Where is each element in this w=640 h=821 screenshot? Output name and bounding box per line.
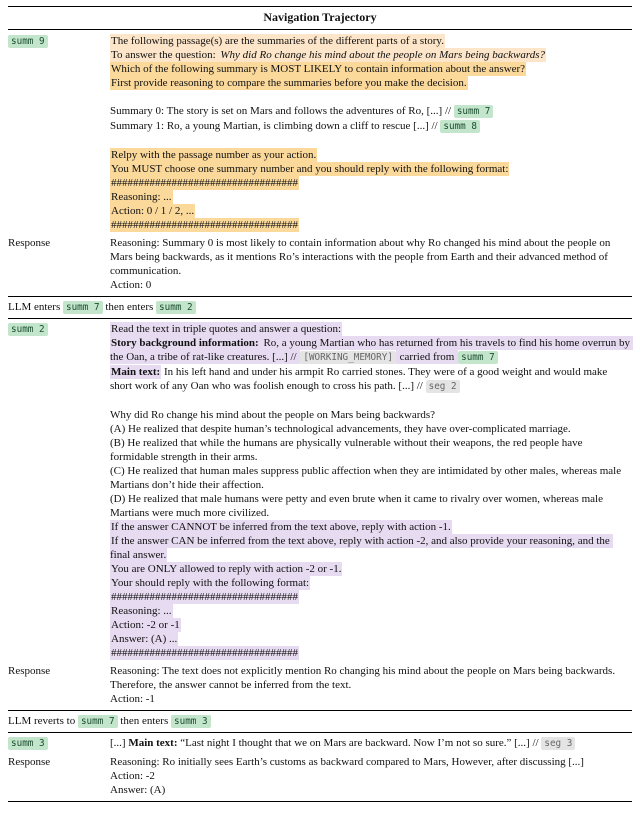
text-line xyxy=(110,76,632,90)
text-line xyxy=(110,562,632,576)
summ-tag: summ 3 xyxy=(8,737,48,750)
figure-title: Navigation Trajectory xyxy=(263,10,377,24)
text-run: Summary 0: The story is set on Mars and follows the adventures of Ro, [...] // xyxy=(110,105,454,117)
seg-tag: seg 3 xyxy=(541,737,575,750)
seg-tag: seg 2 xyxy=(426,380,460,393)
text-line xyxy=(110,692,632,706)
text-run: LLM enters xyxy=(8,301,63,313)
row-content xyxy=(110,755,632,797)
text-line xyxy=(110,769,632,783)
text-line xyxy=(110,783,632,797)
highlighted-text: ################################## xyxy=(111,647,298,659)
row-label-text: Response xyxy=(8,237,51,249)
text-line xyxy=(110,755,632,769)
section-divider xyxy=(8,296,632,297)
text-line xyxy=(110,664,632,692)
highlighted-text: ################################## xyxy=(111,591,298,603)
highlighted-text: You MUST choose one summary number and you should reply with the following format: xyxy=(111,163,509,175)
row-content xyxy=(110,736,632,751)
row-label xyxy=(8,664,110,706)
text-line xyxy=(110,632,632,646)
highlighted-text: If the answer CAN be inferred from the text above, reply with action -2, and also provide your reasoning, and the final answer. xyxy=(110,535,613,561)
summ-tag: summ 9 xyxy=(8,35,48,48)
text-run: Main text: xyxy=(128,737,178,749)
text-run: Answer: (A) xyxy=(110,784,166,796)
highlighted-text: The following passage(s) are the summaries of the different parts of a story. xyxy=(111,35,444,47)
text-line xyxy=(110,322,632,336)
text-run: Action: -2 xyxy=(110,770,155,782)
highlighted-text: Reasoning: ... xyxy=(111,605,172,617)
text-run: Action: 0 xyxy=(110,279,152,291)
text-line xyxy=(110,365,632,394)
section-divider xyxy=(8,318,632,319)
highlighted-text: Relpy with the passage number as your action. xyxy=(111,149,317,161)
text-run: Why did Ro change his mind about the people on Mars being backwards? xyxy=(110,409,436,421)
text-line xyxy=(110,436,632,464)
text-line xyxy=(110,34,632,48)
text-line xyxy=(110,590,632,604)
row-label xyxy=(8,236,110,292)
text-line xyxy=(110,119,632,134)
text-run: LLM reverts to xyxy=(8,715,78,727)
summ-tag: summ 8 xyxy=(440,120,480,133)
text-line xyxy=(110,618,632,632)
highlighted-text: Reasoning: ... xyxy=(111,191,172,203)
highlighted-text: Action: 0 / 1 / 2, ... xyxy=(111,205,195,217)
trajectory-row xyxy=(8,322,632,660)
text-line xyxy=(110,204,632,218)
blank-line xyxy=(110,394,632,408)
summ-tag: summ 7 xyxy=(63,301,103,314)
text-line xyxy=(110,278,632,292)
trajectory-body xyxy=(8,34,632,802)
text-line xyxy=(110,104,632,119)
text-line xyxy=(110,408,632,422)
seg-tag: [WORKING_MEMORY] xyxy=(300,351,396,364)
row-content xyxy=(110,34,632,232)
text-line xyxy=(110,604,632,618)
text-run: Action: -1 xyxy=(110,693,155,705)
text-run: [...] xyxy=(110,737,129,749)
trajectory-row xyxy=(8,664,632,706)
text-line xyxy=(110,520,632,534)
highlighted-text: carried from xyxy=(396,351,458,363)
bottom-rule xyxy=(8,801,632,802)
text-line xyxy=(110,646,632,660)
summ-tag: summ 7 xyxy=(454,105,494,118)
highlighted-text: ################################## xyxy=(111,177,298,189)
highlighted-text: Story background information: xyxy=(111,337,259,349)
row-content xyxy=(110,664,632,706)
summ-tag: summ 7 xyxy=(458,351,498,364)
text-line xyxy=(110,576,632,590)
text-run: (B) He realized that while the humans are physically vulnerable without their weapons, the red people have formidable strength in their arms. xyxy=(110,437,586,463)
summ-tag: summ 7 xyxy=(78,715,118,728)
text-run: (D) He realized that male humans were petty and even brute when it came to rivalry over women, whereas male Martians were much more civilized. xyxy=(110,493,606,519)
text-run: “Last night I thought that we on Mars are backward. Now I’m not so sure.” [...] // xyxy=(177,737,542,749)
text-line xyxy=(110,148,632,162)
row-content xyxy=(110,322,632,660)
row-label-text: Response xyxy=(8,665,51,677)
highlighted-text: Your should reply with the following format: xyxy=(111,577,310,589)
text-line xyxy=(110,62,632,76)
row-label-text: Response xyxy=(8,756,51,768)
highlighted-text: Action: -2 or -1 xyxy=(111,619,180,631)
transition-note xyxy=(8,714,632,729)
text-run: Reasoning: The text does not explicitly mention Ro changing his mind about the people on Mars being backwards. Therefore, the answer cannot be inferred from the text. xyxy=(110,665,618,691)
text-line xyxy=(110,236,632,278)
text-run: then enters xyxy=(117,715,171,727)
highlighted-text: Read the text in triple quotes and answer a question: xyxy=(111,323,342,335)
text-line xyxy=(110,162,632,176)
row-content xyxy=(110,236,632,292)
highlighted-text: If the answer CANNOT be inferred from the text above, reply with action -1. xyxy=(111,521,451,533)
summ-tag: summ 2 xyxy=(8,323,48,336)
highlighted-text: Ro, a young Martian who has returned from his travels to find his home overrun by the Oan, a tribe of rat-like creatures. [...] // xyxy=(110,337,633,363)
blank-line xyxy=(110,90,632,104)
highlighted-text: Which of the following summary is MOST LIKELY to contain information about the answer? xyxy=(111,63,526,75)
row-label xyxy=(8,755,110,797)
text-line xyxy=(110,736,632,751)
highlighted-text: Main text: xyxy=(111,366,161,378)
header-rule xyxy=(8,29,632,30)
text-line xyxy=(110,422,632,436)
text-run: Summary 1: Ro, a young Martian, is climbing down a cliff to rescue [...] // xyxy=(110,120,441,132)
row-label xyxy=(8,736,110,751)
highlighted-text: ################################## xyxy=(111,219,298,231)
trajectory-row xyxy=(8,736,632,751)
text-line xyxy=(110,218,632,232)
summ-tag: summ 3 xyxy=(171,715,211,728)
row-label xyxy=(8,322,110,660)
text-run: Reasoning: Ro initially sees Earth’s customs as backward compared to Mars, However, after discussing [...] xyxy=(110,756,584,768)
section-divider xyxy=(8,732,632,733)
text-line xyxy=(110,48,632,62)
highlighted-text: First provide reasoning to compare the summaries before you make the decision. xyxy=(111,77,467,89)
summ-tag: summ 2 xyxy=(156,301,196,314)
section-divider xyxy=(8,710,632,711)
highlighted-text: You are ONLY allowed to reply with action -2 or -1. xyxy=(111,563,342,575)
text-line xyxy=(110,176,632,190)
text-line xyxy=(110,534,632,562)
highlighted-text: Why did Ro change his mind about the people on Mars being backwards? xyxy=(220,49,546,61)
text-run: Reasoning: Summary 0 is most likely to contain information about why Ro changed his mind about the people on Mars being backwards, as it mentions Ro’s interactions with the people from Earth and their advanced method of communication. xyxy=(110,237,614,277)
text-run: In his left hand and under his armpit Ro carried stones. They were of a good weight and would make short work of any Oan who was foolish enough to cross his path. [...] // xyxy=(110,366,611,392)
trajectory-row xyxy=(8,236,632,292)
trajectory-row xyxy=(8,34,632,232)
text-run: then enters xyxy=(102,301,157,313)
transition-note xyxy=(8,300,632,315)
text-line xyxy=(110,492,632,520)
text-run: (A) He realized that despite human’s technological advancements, they have over-complicated marriage. xyxy=(110,423,571,435)
text-line xyxy=(110,464,632,492)
trajectory-row xyxy=(8,755,632,797)
row-label xyxy=(8,34,110,232)
text-line xyxy=(110,190,632,204)
blank-line xyxy=(110,134,632,148)
highlighted-text: To answer the question: xyxy=(111,49,219,61)
highlighted-text: Answer: (A) ... xyxy=(111,633,178,645)
text-line xyxy=(110,336,632,365)
text-run: (C) He realized that human males suppress public affection when they are intimidated by other males, whereas male Martians don’t hide their affection. xyxy=(110,465,624,491)
